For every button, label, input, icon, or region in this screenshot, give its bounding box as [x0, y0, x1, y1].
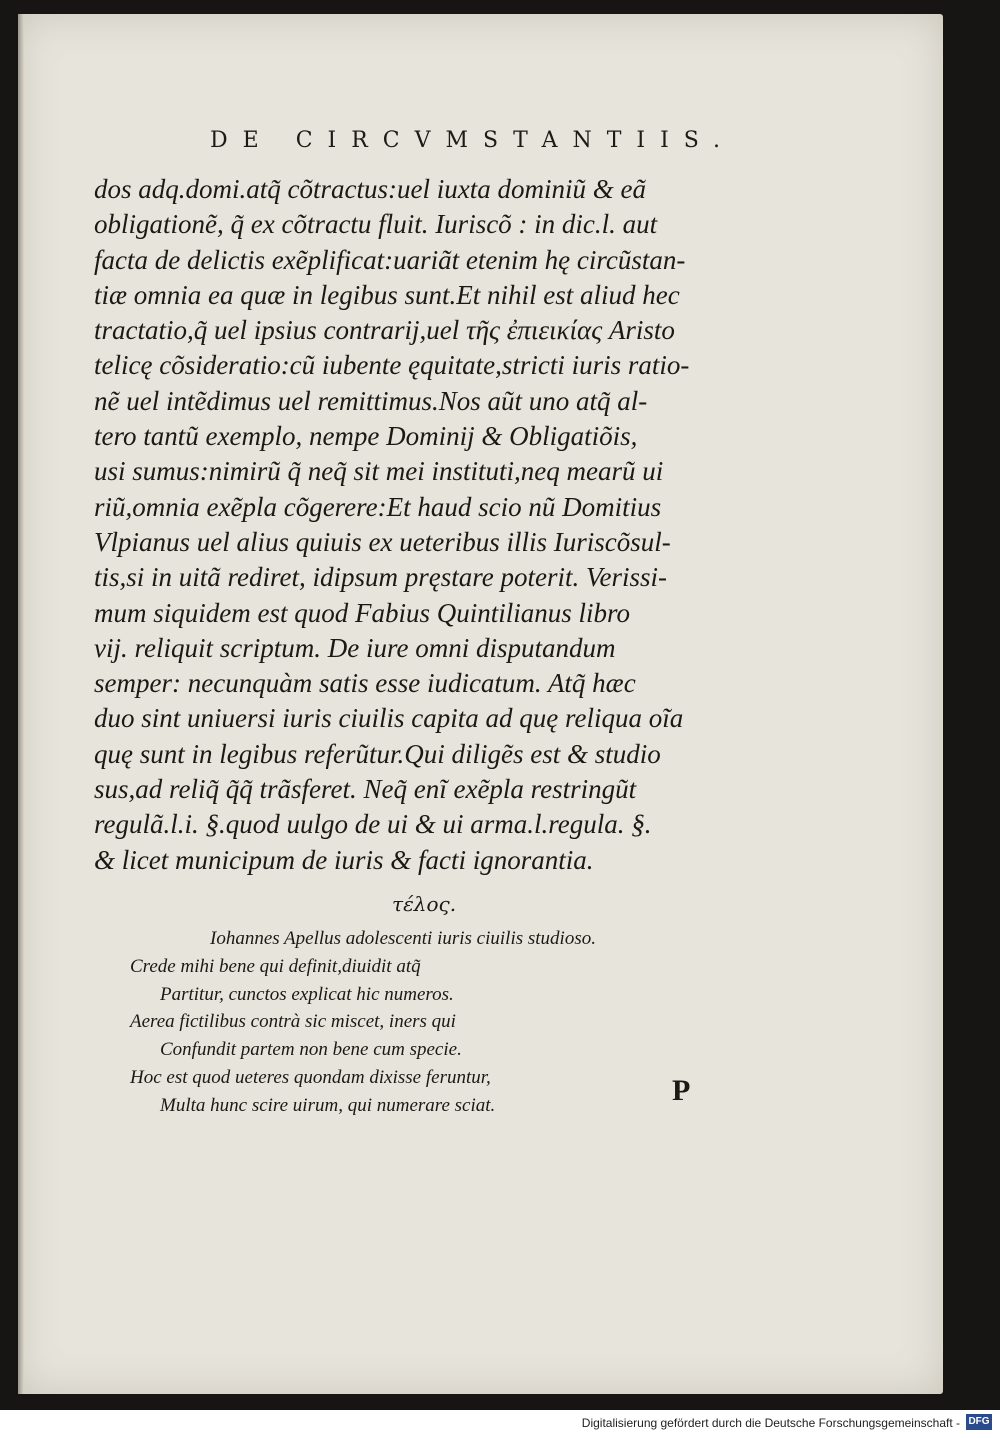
body-line: tiæ omnia ea quæ in legibus sunt.Et nihil est aliud hec — [94, 279, 680, 310]
body-line: telicę cõsideratio:cũ iubente ęquitate,stricti iuris ratio- — [94, 350, 690, 381]
body-line: tis,si in uitã rediret, idipsum pręstare poterit. Verissi- — [94, 562, 667, 593]
body-line: duo sint uniuersi iuris ciuilis capita ad quę reliqua oĩa — [94, 703, 684, 734]
epigram-lines — [130, 953, 690, 1120]
body-line: tractatio,q̃ uel ipsius contrarij,uel τῆς ἐπιεικίας Aristo — [94, 315, 675, 346]
epigram-heading: Iohannes Apellus adolescenti iuris ciuilis studioso. — [210, 928, 596, 949]
body-line: regulã.l.i. §.quod uulgo de ui & ui arma.l.regula. §. — [94, 809, 652, 840]
page-edge-shadow — [18, 14, 24, 1394]
body-line: usi sumus:nimirũ q̃ neq̃ sit mei instituti,neq mearũ ui — [94, 456, 664, 487]
epigram-line: Confundit partem non bene cum specie. — [160, 1039, 462, 1061]
footer-credit: Digitalisierung gefördert durch die Deutsche Forschungsgemeinschaft - — [581, 1416, 960, 1430]
body-line: Vlpianus uel alius quiuis ex ueteribus illis Iuriscõsul- — [94, 526, 671, 557]
body-line: vij. reliquit scriptum. De iure omni disputandum — [94, 632, 616, 663]
epigram-line: Crede mihi bene qui definit,diuidit atq̃ — [130, 955, 421, 977]
body-line: & licet municipum de iuris & facti ignorantia. — [94, 844, 594, 875]
body-line: sus,ad reliq̃ q̃q̃ trãsferet. Neq̃ enĩ exẽpla restringũt — [94, 774, 637, 805]
running-head: DE CIRCVMSTANTIIS. — [210, 128, 736, 153]
body-text — [94, 172, 784, 878]
body-line: mum siquidem est quod Fabius Quintilianus libro — [94, 597, 631, 628]
epigram-line: Partitur, cunctos explicat hic numeros. — [160, 983, 454, 1005]
epigram-line: Multa hunc scire uirum, qui numerare sciat. — [160, 1094, 496, 1116]
signature-mark: P — [672, 1074, 691, 1107]
telos-mark: τέλος. — [392, 892, 457, 916]
body-line: dos adq.domi.atq̃ cõtractus:uel iuxta dominiũ & eã — [94, 174, 646, 204]
epigram — [130, 925, 690, 1120]
body-line: nẽ uel intẽdimus uel remittimus.Nos aũt uno atq̃ al- — [94, 385, 648, 416]
body-line: riũ,omnia exẽpla cõgerere:Et haud scio nũ Domitius — [94, 491, 662, 522]
body-line: obligationẽ, q̃ ex cõtractu fluit. Iuriscõ : in dic.l. aut — [94, 209, 658, 240]
body-line: tero tantũ exemplo, nempe Dominij & Obligatiõis, — [94, 421, 638, 452]
body-line: semper: necunquàm satis esse iudicatum. Atq̃ hæc — [94, 668, 636, 699]
body-line: quę sunt in legibus referũtur.Qui diligẽs est & studio — [94, 738, 661, 769]
epigram-line: Aerea fictilibus contrà sic miscet, iners qui — [130, 1011, 456, 1033]
dfg-logo: DFG — [966, 1414, 992, 1430]
epigram-line: Hoc est quod ueteres quondam dixisse feruntur, — [130, 1066, 491, 1088]
body-line: facta de delictis exẽplificat:uariãt etenim hę circũstan- — [94, 244, 686, 275]
